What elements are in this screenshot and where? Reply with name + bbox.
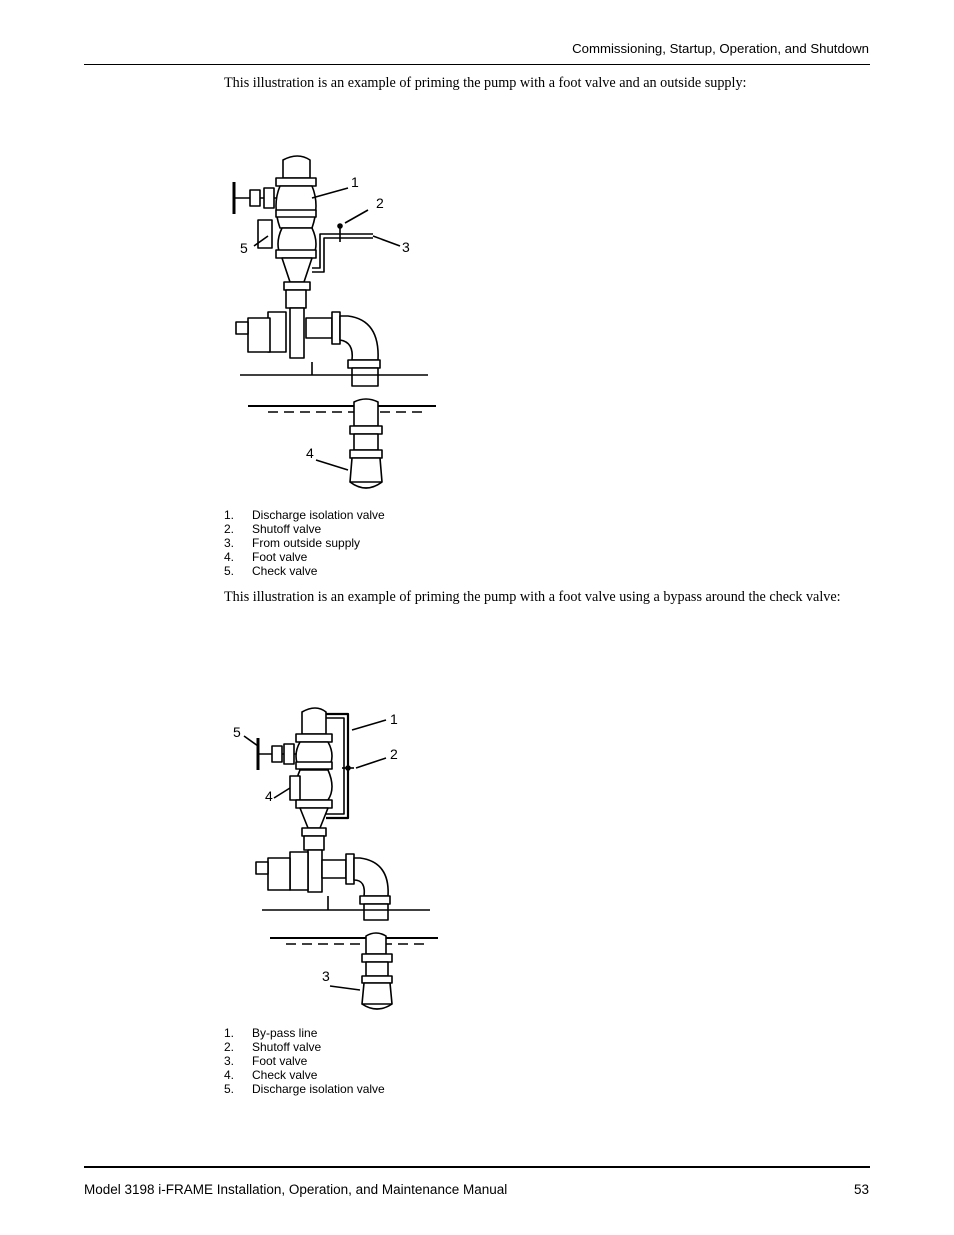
- legend-item: 3. Foot valve: [224, 1054, 308, 1068]
- intro-paragraph-bypass: This illustration is an example of priming the pump with a foot valve using a bypass around the check valve:: [224, 589, 841, 605]
- callout-2: 2: [376, 195, 384, 211]
- callout-5: 5: [233, 724, 241, 740]
- legend-item: 1. Discharge isolation valve: [224, 508, 385, 522]
- callout-3: 3: [402, 239, 410, 255]
- legend-item: 1. By-pass line: [224, 1026, 318, 1040]
- legend-item: 5. Discharge isolation valve: [224, 1082, 385, 1096]
- callout-2: 2: [390, 746, 398, 762]
- callout-5: 5: [240, 240, 248, 256]
- footer-rule: [84, 1166, 870, 1168]
- callout-1: 1: [351, 174, 359, 190]
- figure-foot-valve-outside-supply: [228, 150, 443, 500]
- callout-3: 3: [322, 968, 330, 984]
- callout-1: 1: [390, 711, 398, 727]
- page-number: 53: [853, 1182, 869, 1197]
- legend-item: 2. Shutoff valve: [224, 522, 322, 536]
- running-header: Commissioning, Startup, Operation, and Shutdown: [572, 41, 869, 56]
- legend-item: 4. Foot valve: [224, 550, 308, 564]
- legend-item: 4. Check valve: [224, 1068, 318, 1082]
- callout-4: 4: [265, 788, 273, 804]
- legend-item: 5. Check valve: [224, 564, 318, 578]
- legend-list-outside-supply: [224, 508, 385, 578]
- legend-item: 2. Shutoff valve: [224, 1040, 322, 1054]
- callout-4: 4: [306, 445, 314, 461]
- header-rule: [84, 64, 870, 65]
- pump-diagram-bypass: [230, 700, 445, 1020]
- legend-item: 3. From outside supply: [224, 536, 361, 550]
- intro-paragraph-outside-supply: This illustration is an example of priming the pump with a foot valve and an outside supply:: [224, 75, 747, 91]
- pump-diagram-outside-supply: [228, 150, 443, 500]
- legend-list-bypass: [224, 1026, 385, 1096]
- figure-foot-valve-bypass: [230, 700, 445, 1020]
- footer-manual-title: Model 3198 i-FRAME Installation, Operation, and Maintenance Manual: [84, 1182, 508, 1197]
